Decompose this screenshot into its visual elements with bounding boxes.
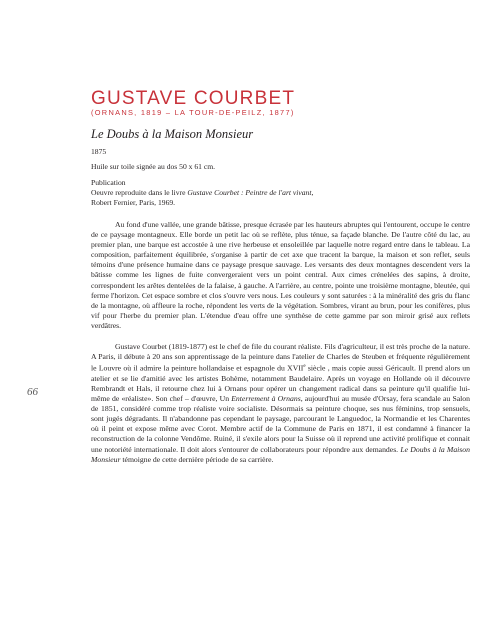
- publication-heading: Publication: [91, 178, 126, 187]
- artwork-title: Le Doubs à la Maison Monsieur: [91, 127, 254, 141]
- artwork-medium: Huile sur toile signée au dos 50 x 61 cm.: [91, 162, 216, 171]
- p2-superscript: e: [303, 364, 306, 370]
- description-paragraph-1: Au fond d'une vallée, une grande bâtisse, presque écrasée par les hauteurs abruptes qui l'entourent, occupe le centre de ce paysage montagneux. Elle borde un petit lac où se reflète, plus ténue, sa façade blanche. De l'autre côté du lac, au premier plan, une barque est accostée à une rive herbeuse et ensoleillée par laquelle notre regard entre dans le tableau. La composition, parfaitement équilibrée, s'organise à partir de cet axe que tracent la barque, la maison et son reflet, seuls témoins d'une présence humaine dans ce paysage presque sauvage. Les versants des deux montagnes descendent vers la bâtisse comme les lignes de fuite convergeraient vers un point central. Aux cimes crénelées des sapins, à droite, correspondent les arêtes dentelées de la falaise, à gauche. A l'arrière, au centre, pointe une troisième montagne, bleutée, qui ferme l'horizon. Cet espace sombre et clos s'ouvre vers nous. Les couleurs y sont saturées : à la minéralité des gris du flanc de la montagne, où affleure la roche, répondent les verts de la végétation. Sombres, virant au brun, pour les conifères, plus vif pour l'herbe du premier plan. L'étendue d'eau offre une synthèse de cette gamme par son miroir grisé aux reflets verdâtres.: [91, 220, 470, 330]
- artist-birth-death: (ORNANS, 1819 – LA TOUR-DE-PEILZ, 1877): [91, 108, 295, 117]
- artist-name: GUSTAVE COURBET: [91, 88, 296, 109]
- publication-book-title: Gustave Courbet : Peintre de l'art vivant: [187, 188, 312, 197]
- page-number: 66: [27, 386, 38, 398]
- p2-part-a: Gustave Courbet (1819-1877) est le chef de file du courant réaliste. Fils d'agriculteur, il est très proche de la nature. A Paris, il débute à 20 ans son apprentissage de la peinture dans l'atelier de Charles de Steuben et fréquente régulièrement le Louvre où il admire la peinture hollandaise et espagnole du XVII: [91, 342, 471, 373]
- publication-line-1: [91, 188, 313, 198]
- description-paragraph-2: [91, 342, 470, 465]
- p2-part-b: siècle , mais copie aussi Géricault. Il prend alors un atelier et se lie d'amitié avec les artistes Bohème, notamment Baudelaire. Après un voyage en Hollande où il découvre Rembrandt et Hals, il retourne chez lui à Ornans pour opérer un changement radical dans sa peinture qu'il qualifie lui-même de «réaliste». Son chef – d'œuvre, Un: [91, 363, 470, 404]
- p2-part-c: , aujourd'hui au musée d'Orsay, fera scandale au Salon de 1851, considéré comme trop réaliste voire socialiste. Désormais sa peinture choque, ses nus féminins, trop sensuels, sont jugés dégradants. Il n'abandonne pas cependant le paysage, parcourant le Languedoc, la Normandie et les Charentes où il peint et expose même avec Corot. Membre actif de la Commune de Paris en 1871, il est condamné à financer la reconstruction de la colonne Vendôme. Ruiné, il s'exile alors pour la Suisse où il reprend une activité prolifique et connait une notoriété internationale. Il doit alors s'entourer de collaborateurs pour répondre aux demandes.: [91, 394, 470, 454]
- p2-part-d: témoigne de cette dernière période de sa carrière.: [120, 454, 274, 464]
- description-body: [91, 220, 470, 465]
- publication-prefix: Oeuvre reproduite dans le livre: [91, 188, 188, 197]
- p2-italic-enterrement: Enterrement à Ornans: [231, 394, 301, 404]
- publication-line-2: Robert Fernier, Paris, 1969.: [91, 198, 176, 207]
- p2-italic-artwork-title: Le Doubs à la Maison Monsieur: [91, 444, 470, 464]
- artwork-year: 1875: [91, 147, 107, 156]
- publication-suffix: ,: [311, 188, 314, 197]
